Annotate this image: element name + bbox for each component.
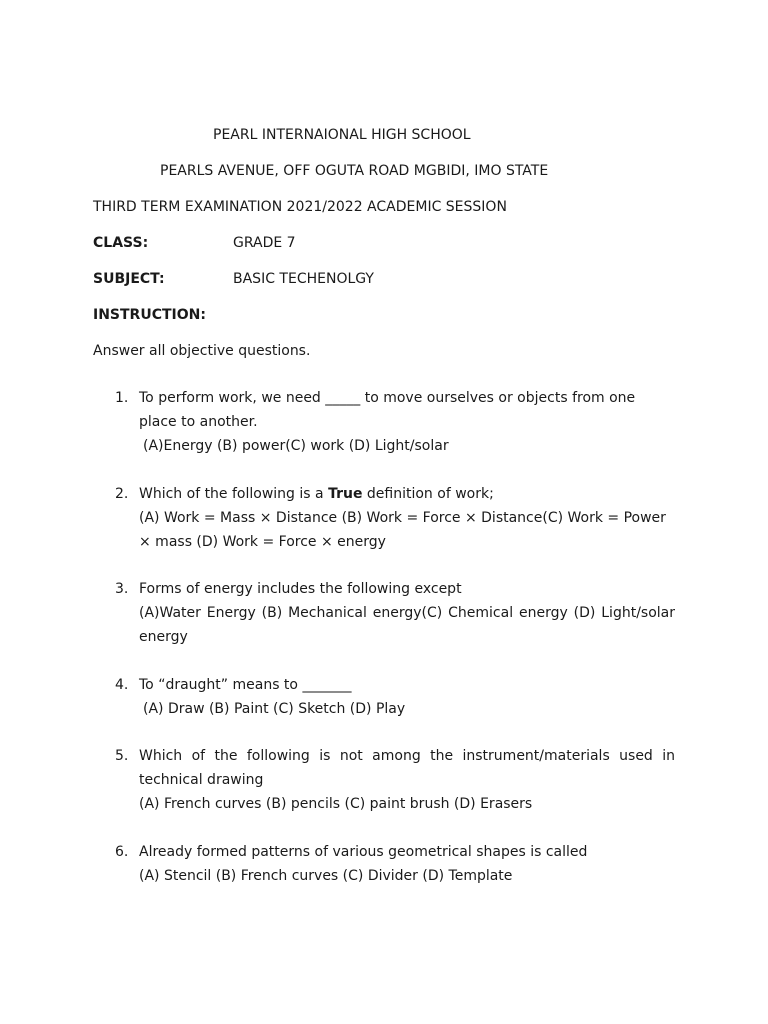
question-5 (115, 744, 675, 816)
subject-value: BASIC TECHENOLGY (233, 271, 374, 287)
question-options: (A)Water Energy (B) Mechanical energy(C) Chemical energy (D) Light/solar energy (139, 605, 675, 645)
question-options: (A) Stencil (B) French curves (C) Divider (D) Template (139, 868, 513, 884)
subject-label: SUBJECT: (93, 271, 165, 287)
question-1 (115, 386, 675, 458)
instruction-text: Answer all objective questions. (93, 343, 311, 359)
question-number: 5. (115, 748, 129, 764)
class-value: GRADE 7 (233, 235, 296, 251)
question-number: 1. (115, 390, 129, 406)
question-text: To “draught” means to _______ (139, 677, 352, 693)
question-6 (115, 840, 675, 888)
question-text: Already formed patterns of various geometrical shapes is called (139, 844, 588, 860)
question-number: 4. (115, 677, 129, 693)
question-number: 6. (115, 844, 129, 860)
class-label: CLASS: (93, 235, 149, 251)
question-text: To perform work, we need _____ to move ourselves or objects from one place to another. (139, 390, 636, 430)
school-address: PEARLS AVENUE, OFF OGUTA ROAD MGBIDI, IMO STATE (160, 163, 549, 179)
question-options: (A)Energy (B) power(C) work (D) Light/solar (143, 438, 449, 454)
exam-session: THIRD TERM EXAMINATION 2021/2022 ACADEMIC SESSION (93, 199, 507, 215)
question-text: Which of the following is not among the instrument/materials used in technical drawing (139, 748, 675, 788)
question-3 (115, 577, 675, 649)
question-4 (115, 673, 675, 721)
question-2 (115, 482, 675, 554)
question-number: 2. (115, 486, 129, 502)
question-text: Forms of energy includes the following except (139, 581, 462, 597)
question-number: 3. (115, 581, 129, 597)
question-options: (A) French curves (B) pencils (C) paint brush (D) Erasers (139, 796, 533, 812)
question-text (139, 482, 675, 506)
instruction-label: INSTRUCTION: (93, 307, 206, 323)
question-text-start: Which of the following is a (139, 486, 329, 502)
question-text-emphasis: True (328, 486, 363, 502)
school-name: PEARL INTERNAIONAL HIGH SCHOOL (213, 127, 471, 143)
question-text-end: definition of work; (362, 486, 494, 502)
question-options: (A) Draw (B) Paint (C) Sketch (D) Play (143, 701, 406, 717)
question-options: (A) Work = Mass × Distance (B) Work = Force × Distance(C) Work = Power × mass (D) Work = Force × energy (139, 510, 666, 550)
